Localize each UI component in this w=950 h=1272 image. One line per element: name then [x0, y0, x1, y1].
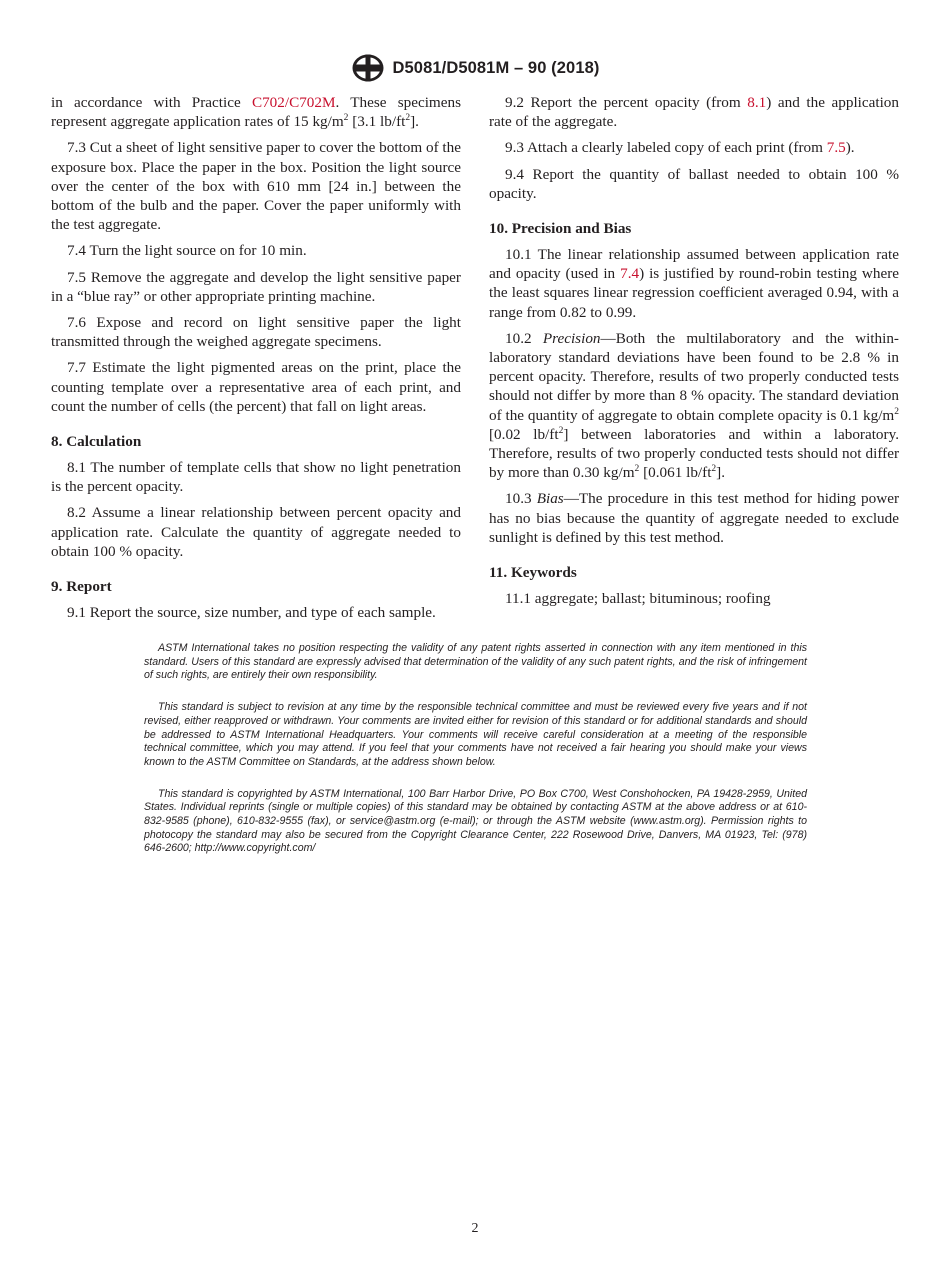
link-c702[interactable]: C702/C702M	[251, 94, 336, 111]
paragraph-7-3: 7.3 Cut a sheet of light sensitive paper to cover the bottom of the exposure box. Place the paper in the box. Position the light source over the center of the box with 610 mm [24 in.] between the bottom of the bulb and the paper. Cover the paper uniformly with the test aggregate.	[51, 139, 461, 234]
paragraph-7-2-continued: in accordance with Practice C702/C702M. These specimens represent aggregate application rates of 15 $kg/m^2$ [3.1 $lb/ft^2$].	[51, 94, 461, 131]
patent-notice: ASTM International takes no position respecting the validity of any patent rights asserted in connection with any item mentioned in this standard. Users of this standard are expressly advised that determination of the validity of any such patent rights, and the risk of infringement of such rights, are entirely their own responsibility.	[144, 642, 807, 682]
left-column	[51, 93, 461, 629]
paragraph-7-5: 7.5 Remove the aggregate and develop the light sensitive paper in a “blue ray” or other appropriate printing machine.	[51, 268, 461, 305]
revision-notice: This standard is subject to revision at any time by the responsible technical committee and must be reviewed every five years and if not revised, either reapproved or withdrawn. Your comments are invited either for revision of this standard or for additional standards and should be addressed to ASTM International Headquarters. Your comments will receive careful consideration at a meeting of the responsible technical committee, which you may attend. If you feel that your comments have not received a fair hearing you should make your views known to the ASTM Committee on Standards, at the address shown below.	[144, 701, 807, 768]
paragraph-10-2: 10.2 Precision—Both the multilaboratory and the within-laboratory standard deviations have been found to be 2.8 % in percent opacity. Therefore, results of two properly conducted tests should not differ by more than 8 % opacity. The standard deviation of the quantity of aggregate to obtain complete opacity is 0.1 $kg/m^2$ [0.02 $lb/ft^2$] between laboratories and within a laboratory. Therefore, results of two properly conducted tests should not differ by more than 0.30 $kg/m^2$ [0.061 $lb/ft^2$].	[489, 329, 899, 482]
heading-keywords: 11. Keywords	[489, 564, 577, 582]
paragraph-9-1: 9.1 Report the source, size number, and type of each sample.	[67, 604, 436, 622]
heading-report: 9. Report	[51, 578, 112, 596]
heading-calculation: 8. Calculation	[51, 433, 142, 451]
heading-precision-and-bias: 10. Precision and Bias	[489, 220, 632, 238]
link-7-4[interactable]: 7.4	[620, 265, 640, 283]
paragraph-10-1: 10.1 The linear relationship assumed between application rate and opacity (used in 7.4) is justified by round-robin testing where the least squares linear regression coefficient averaged 0.94, with a range from 0.82 to 0.99.	[489, 246, 899, 321]
paragraph-9-3: 9.3 Attach a clearly labeled copy of each print (from 7.5).	[505, 139, 855, 157]
paragraph-10-3: 10.3 Bias—The procedure in this test method for hiding power has no bias because the quantity of aggregate needed to exclude sunlight is defined by this test method.	[489, 490, 899, 546]
right-column	[489, 93, 899, 615]
astm-logo	[351, 53, 385, 83]
link-8-1[interactable]: 8.1	[747, 94, 767, 111]
link-7-5[interactable]: 7.5	[826, 139, 846, 157]
paragraph-9-4: 9.4 Report the quantity of ballast needed to obtain 100 % opacity.	[489, 165, 899, 202]
copyright-notice: This standard is copyrighted by ASTM International, 100 Barr Harbor Drive, PO Box C700, West Conshohocken, PA 19428-2959, United States. Individual reprints (single or multiple copies) of this standard may be obtained by contacting ASTM at the above address or at 610-832-9585 (phone), 610-832-9555 (fax), or service@astm.org (e-mail); or through the ASTM website (www.astm.org). Permission rights to photocopy the standard may also be secured from the Copyright Clearance Center, 222 Rosewood Drive, Danvers, MA 01923, Tel: (978) 646-2600; http://www.copyright.com/	[144, 787, 807, 855]
paragraph-7-4: 7.4 Turn the light source on for 10 min.	[67, 242, 307, 260]
paragraph-11-1: 11.1 aggregate; ballast; bituminous; roofing	[505, 590, 771, 608]
page-header	[0, 52, 950, 84]
paragraph-8-2: 8.2 Assume a linear relationship between percent opacity and application rate. Calculate the quantity of aggregate needed to obtain 100 % opacity.	[51, 504, 461, 560]
paragraph-8-1: 8.1 The number of template cells that show no light penetration is the percent opacity.	[51, 459, 461, 496]
paragraph-7-6: 7.6 Expose and record on light sensitive paper the light transmitted through the weighed aggregate specimens.	[51, 314, 461, 351]
legal-notices	[144, 642, 807, 874]
paragraph-9-2: 9.2 Report the percent opacity (from 8.1) and the application rate of the aggregate.	[489, 94, 899, 131]
page-number: 2	[471, 1221, 479, 1236]
paragraph-7-7: 7.7 Estimate the light pigmented areas on the print, place the counting template over a representative area of each print, and count the number of cells (the percent) that fall on light areas.	[51, 359, 461, 415]
standard-designation: D5081/D5081M – 90 (2018)	[392, 58, 600, 77]
